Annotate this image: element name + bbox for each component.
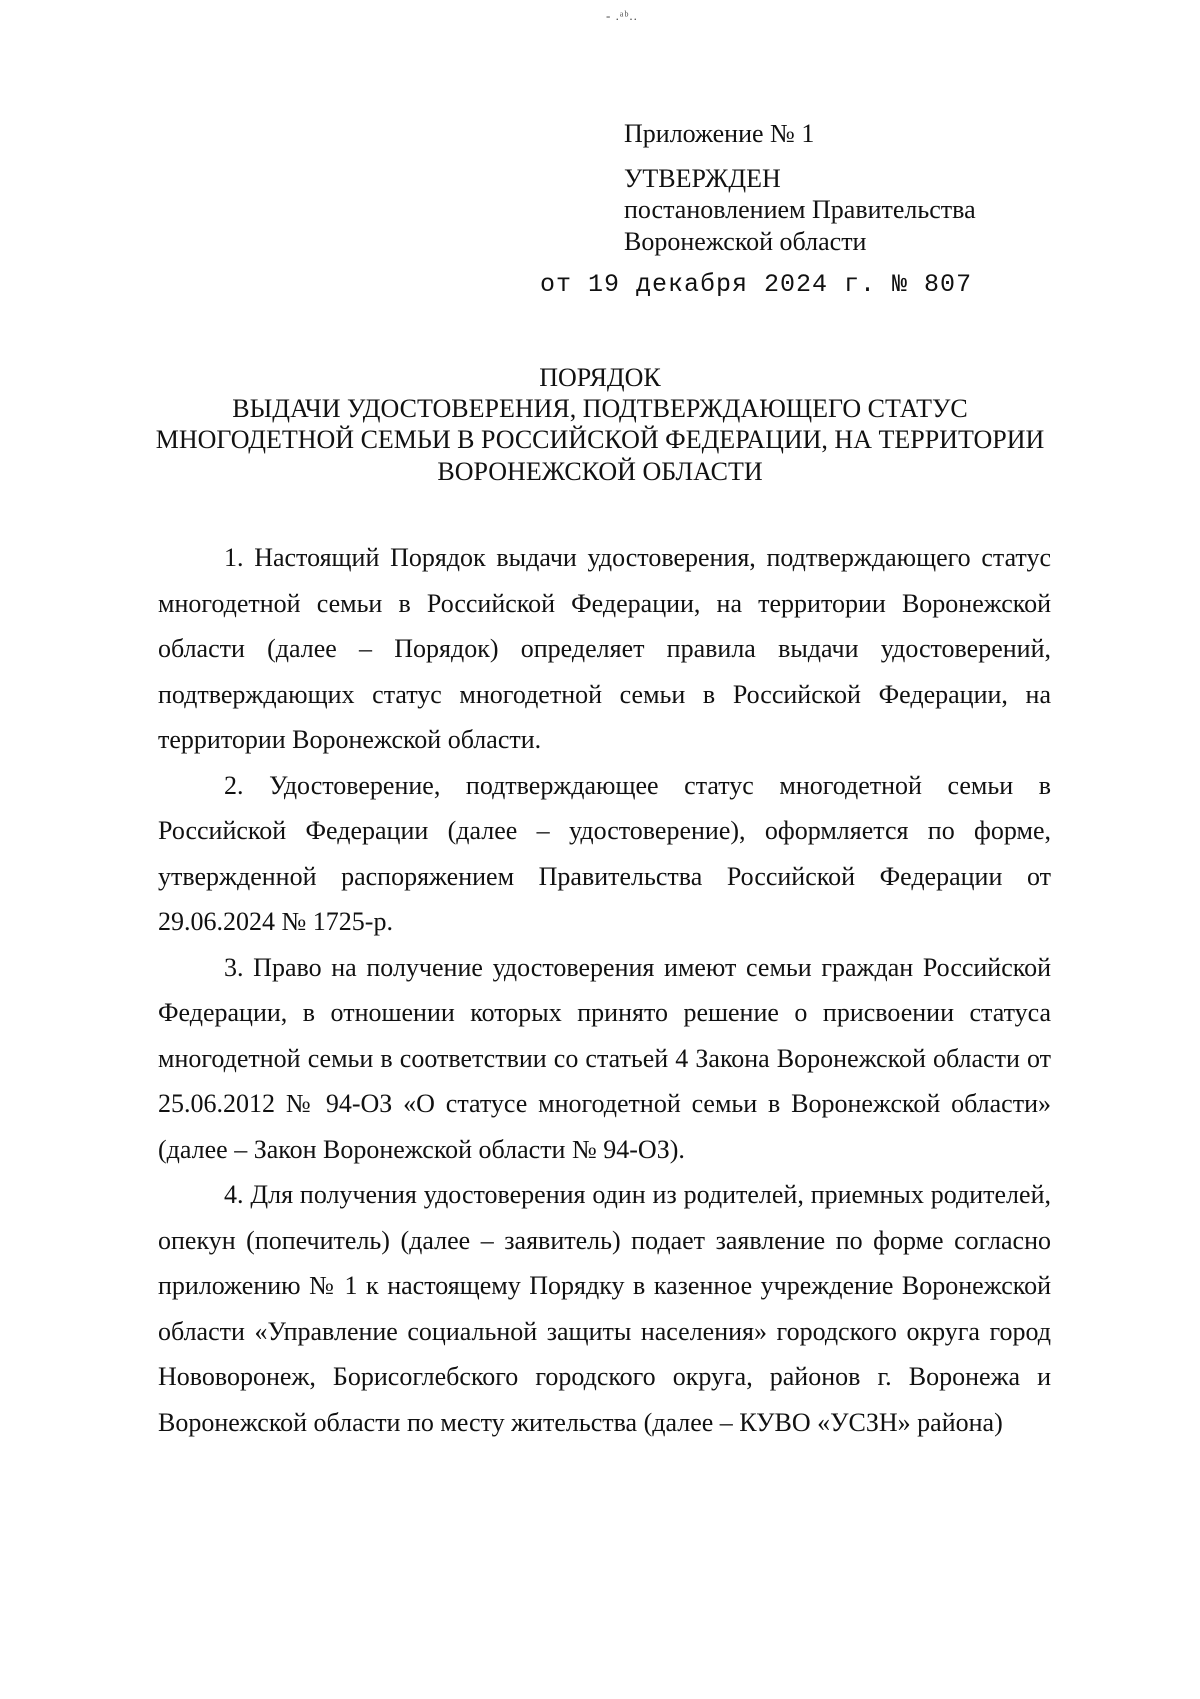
document-body [158,535,1051,1445]
approved-by-line-2: Воронежской области [624,226,867,256]
paragraph-2: 2. Удостоверение, подтверждающее статус многодетной семьи в Российской Федерации (далее – удостоверение), оформляется по форме, утвержденной распоряжением Правительства Российской Федерации от 29.06.2024 № 1725-р. [158,770,1051,936]
appendix-label: Приложение № 1 [624,119,815,148]
paragraph-3: 3. Право на получение удостоверения имеют семьи граждан Российской Федерации, в отношении которых принято решение о присвоении статуса многодетной семьи в соответствии со статьей 4 Закона Воронежской области от 25.06.2012 № 94-ОЗ «О статусе многодетной семьи в Воронежской области» (далее – Закон Воронежской области № 94-ОЗ). [158,952,1051,1164]
document-title [130,362,1070,487]
decree-number: от 19 декабря 2024 г. № 807 [540,270,973,299]
approval-block [624,118,976,257]
title-line-4: ВОРОНЕЖСКОЙ ОБЛАСТИ [437,456,763,486]
title-line-2: ВЫДАЧИ УДОСТОВЕРЕНИЯ, ПОДТВЕРЖДАЮЩЕГО СТАТУС [232,394,968,424]
approved-by-line-1: постановлением Правительства [624,195,976,225]
approved-label: УТВЕРЖДЕН [624,164,781,194]
scan-mark: - .ᵃᵇ.. [606,8,638,23]
paragraph-4: 4. Для получения удостоверения один из родителей, приемных родителей, опекун (попечитель) (далее – заявитель) подает заявление по форме согласно приложению № 1 к настоящему Порядку в казенное учреждение Воронежской области «Управление социальной защиты населения» городского округа город Нововоронеж, Борисоглебского городского округа, районов г. Воронежа и Воронежской области по месту жительства (далее – КУВО «УСЗН» района) [158,1180,1051,1437]
paragraph-1: 1. Настоящий Порядок выдачи удостоверения, подтверждающего статус многодетной семьи в Российской Федерации, на территории Воронежской области (далее – Порядок) определяет правила выдачи удостоверений, подтверждающих статус многодетной семьи в Российской Федерации, на территории Воронежской области. [158,543,1051,754]
title-line-3: МНОГОДЕТНОЙ СЕМЬИ В РОССИЙСКОЙ ФЕДЕРАЦИИ, НА ТЕРРИТОРИИ [155,425,1045,455]
title-line-1: ПОРЯДОК [539,363,661,392]
